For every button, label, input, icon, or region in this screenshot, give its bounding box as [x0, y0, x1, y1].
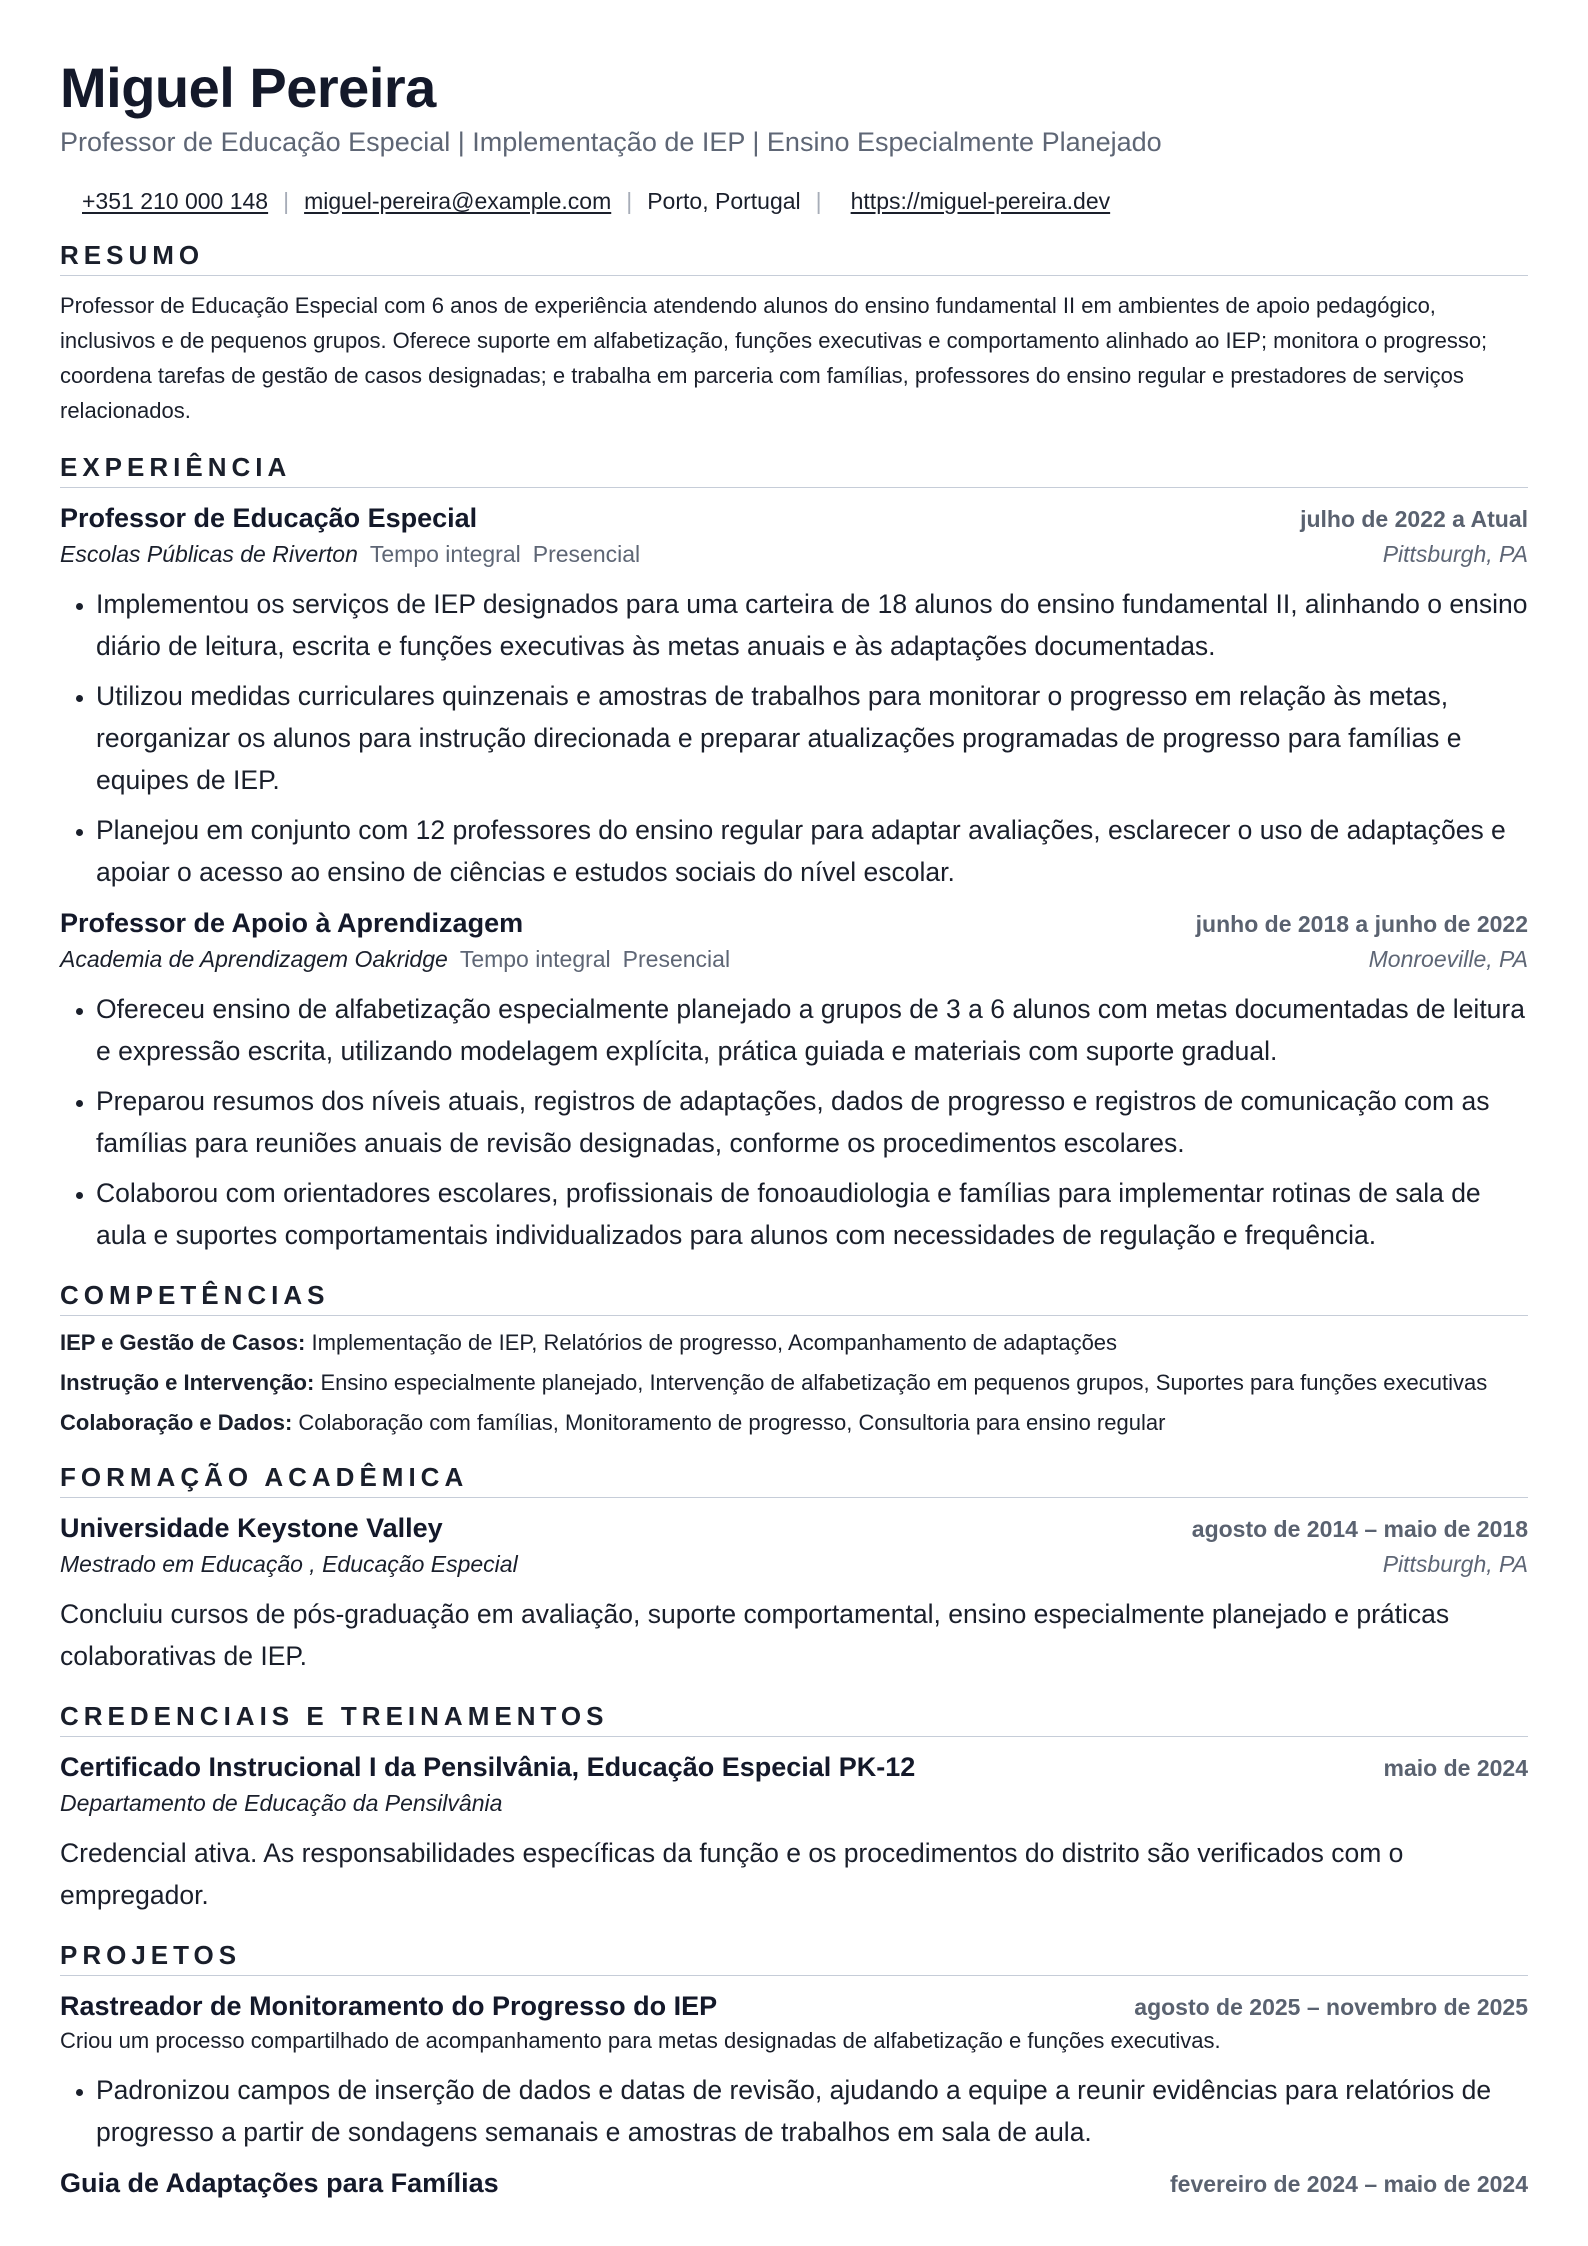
employment-type: Tempo integral: [459, 946, 611, 972]
credential-description: Credencial ativa. As responsabilidades específicas da função e os procedimentos do distrito são verificados com o empregador.: [60, 1838, 1404, 1910]
list-item: • Implementou os serviços de IEP designados para uma carteira de 18 alunos do ensino fundamental II, alinhando o ensino diário de leitura, escrita e funções executivas às metas anuais e às adaptações documentadas.: [96, 583, 1528, 667]
list-item: • Padronizou campos de inserção de dados e datas de revisão, ajudando a equipe a reunir evidências para relatórios de progresso a partir de sondagens semanais e amostras de trabalhos em sala de aula.: [96, 2069, 1528, 2153]
skill-row: [60, 1368, 1528, 1398]
education-entry: [60, 1510, 1528, 1677]
job-bullets: [60, 988, 1528, 1256]
contact-separator: |: [283, 188, 290, 214]
credential-entry: [60, 1749, 1528, 1916]
skill-label: Instrução e Intervenção:: [60, 1370, 315, 1395]
employer-name: Academia de Aprendizagem Oakridge: [60, 946, 448, 972]
job-location: Pittsburgh, PA: [1382, 541, 1528, 567]
job-dates: junho de 2018 a junho de 2022: [1195, 911, 1528, 937]
website-link[interactable]: https://miguel-pereira.dev: [850, 188, 1111, 214]
school-location: Pittsburgh, PA: [1382, 1551, 1528, 1577]
list-item: • Ofereceu ensino de alfabetização especialmente planejado a grupos de 3 a 6 alunos com metas documentadas de leitura e expressão escrita, utilizando modelagem explícita, prática guiada e materiais com suporte gradual.: [96, 988, 1528, 1072]
list-item: • Utilizou medidas curriculares quinzenais e amostras de trabalhos para monitorar o progresso em relação às metas, reorganizar os alunos para instrução direcionada e preparar atualizações programadas de progresso para famílias e equipes de IEP.: [96, 675, 1528, 801]
list-item: • Colaborou com orientadores escolares, profissionais de fonoaudiologia e famílias para implementar rotinas de sala de aula e suportes comportamentais individualizados para alunos com necessidades de regulação e frequência.: [96, 1172, 1528, 1256]
contact-separator: |: [626, 188, 633, 214]
list-item: • Preparou resumos dos níveis atuais, registros de adaptações, dados de progresso e registros de comunicação com as famílias para reuniões anuais de revisão designadas, conforme os procedimentos escolares.: [96, 1080, 1528, 1164]
work-mode: Presencial: [532, 541, 641, 567]
section-title-summary: RESUMO: [60, 238, 1528, 276]
skill-value: Ensino especialmente planejado, Intervenção de alfabetização em pequenos grupos, Suportes para funções executivas: [320, 1370, 1488, 1395]
skills-section: [60, 1278, 1528, 1438]
skill-label: IEP e Gestão de Casos:: [60, 1330, 306, 1355]
project-title: Rastreador de Monitoramento do Progresso do IEP: [60, 1991, 718, 2021]
contact-separator: |: [815, 188, 822, 214]
contact-line: [60, 186, 1528, 216]
resume-content: [60, 52, 1528, 2214]
summary-text: Professor de Educação Especial com 6 anos de experiência atendendo alunos do ensino fundamental II em ambientes de apoio pedagógico, inclusivos e de pequenos grupos. Oferece suporte em alfabetização, funções executivas e comportamento alinhado ao IEP; monitora o progresso; coordena tarefas de gestão de casos designadas; e trabalha em parceria com famílias, professores do ensino regular e prestadores de serviços relacionados.: [60, 293, 1488, 423]
job-title: Professor de Educação Especial: [60, 503, 478, 533]
section-title-projects: PROJETOS: [60, 1938, 1528, 1976]
skill-value: Colaboração com famílias, Monitoramento de progresso, Consultoria para ensino regular: [298, 1410, 1166, 1435]
project-bullets: [60, 2069, 1528, 2153]
section-title-experience: EXPERIÊNCIA: [60, 450, 1528, 488]
job-location: Monroeville, PA: [1368, 946, 1528, 972]
experience-entry: [60, 905, 1528, 1256]
experience-section: [60, 450, 1528, 1256]
skill-row: [60, 1408, 1528, 1438]
experience-entry: [60, 500, 1528, 893]
email-link[interactable]: miguel-pereira@example.com: [304, 188, 612, 214]
section-title-education: FORMAÇÃO ACADÊMICA: [60, 1460, 1528, 1498]
project-title: Guia de Adaptações para Famílias: [60, 2168, 499, 2198]
candidate-tagline: Professor de Educação Especial | Implementação de IEP | Ensino Especialmente Planejado: [60, 127, 1162, 157]
section-title-skills: COMPETÊNCIAS: [60, 1278, 1528, 1316]
employer-name: Escolas Públicas de Riverton: [60, 541, 358, 567]
project-dates: fevereiro de 2024 – maio de 2024: [1170, 2171, 1528, 2197]
section-title-credentials: CREDENCIAIS E TREINAMENTOS: [60, 1699, 1528, 1737]
credentials-section: [60, 1699, 1528, 1916]
list-item: • Planejou em conjunto com 12 professores do ensino regular para adaptar avaliações, esclarecer o uso de adaptações e apoiar o acesso ao ensino de ciências e estudos sociais do nível escolar.: [96, 809, 1528, 893]
phone-link[interactable]: +351 210 000 148: [82, 188, 269, 214]
credential-date: maio de 2024: [1383, 1755, 1528, 1781]
job-dates: julho de 2022 a Atual: [1300, 506, 1528, 532]
education-dates: agosto de 2014 – maio de 2018: [1191, 1516, 1528, 1542]
credential-title: Certificado Instrucional I da Pensilvânia, Educação Especial PK-12: [60, 1752, 916, 1782]
skill-value: Implementação de IEP, Relatórios de progresso, Acompanhamento de adaptações: [311, 1330, 1118, 1355]
work-mode: Presencial: [622, 946, 731, 972]
project-dates: agosto de 2025 – novembro de 2025: [1134, 1994, 1528, 2020]
candidate-name: Miguel Pereira: [60, 56, 436, 119]
project-description: Criou um processo compartilhado de acompanhamento para metas designadas de alfabetização e funções executivas.: [60, 2028, 1221, 2053]
location-text: Porto, Portugal: [647, 188, 801, 214]
project-entry: [60, 2165, 1528, 2202]
employment-type: Tempo integral: [369, 541, 521, 567]
job-bullets: [60, 583, 1528, 893]
school-name: Universidade Keystone Valley: [60, 1513, 443, 1543]
skill-label: Colaboração e Dados:: [60, 1410, 293, 1435]
summary-section: [60, 238, 1528, 428]
education-section: [60, 1460, 1528, 1677]
projects-section: [60, 1938, 1528, 2202]
job-title: Professor de Apoio à Aprendizagem: [60, 908, 524, 938]
degree-name: Mestrado em Educação , Educação Especial: [60, 1551, 518, 1577]
credential-issuer: Departamento de Educação da Pensilvânia: [60, 1790, 503, 1816]
education-description: Concluiu cursos de pós-graduação em avaliação, suporte comportamental, ensino especialmente planejado e práticas colaborativas de IEP.: [60, 1599, 1450, 1671]
project-entry: [60, 1988, 1528, 2153]
skill-row: [60, 1328, 1528, 1358]
